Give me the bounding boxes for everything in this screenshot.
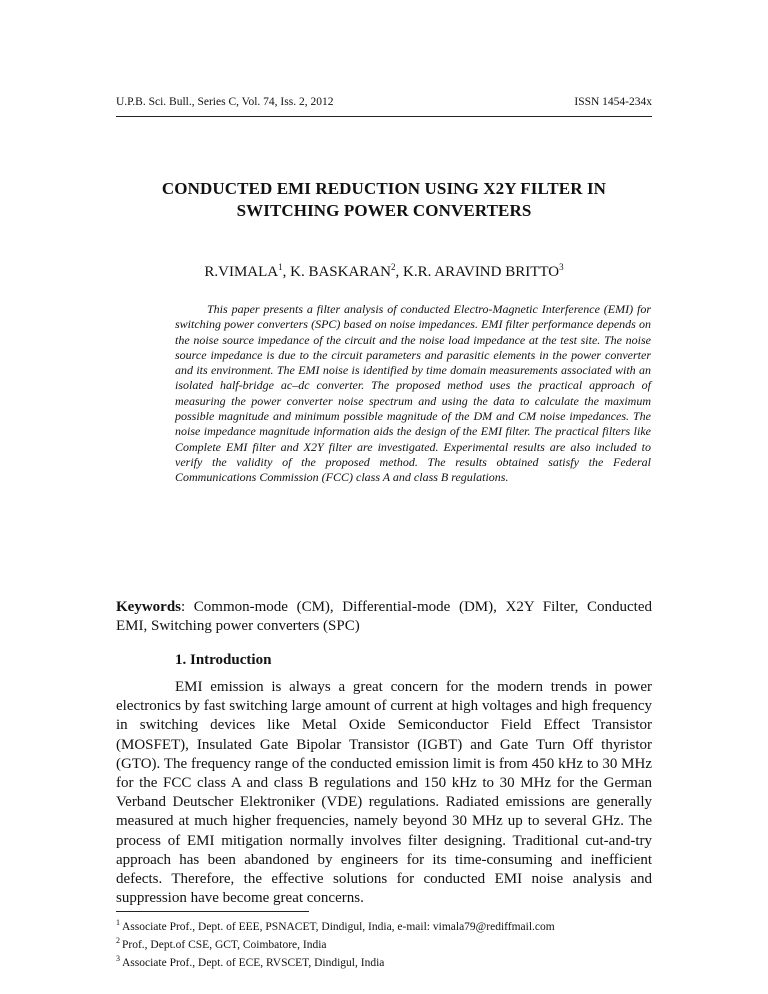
paper-title: CONDUCTED EMI REDUCTION USING X2Y FILTER IN SWITCHING POWER CONVERTERS [161,179,607,220]
footnotes [116,916,676,969]
journal-citation: U.P.B. Sci. Bull., Series C, Vol. 74, Iss. 2, 2012 [116,96,334,108]
author-name: K. BASKARAN [290,264,391,280]
author-name: K.R. ARAVIND BRITTO [402,264,560,280]
running-header [116,96,652,117]
issn: ISSN 1454-234x [574,96,652,108]
author-affiliation-mark: 2 [390,262,396,272]
author-affiliation-mark: 1 [278,262,283,272]
keywords [116,598,652,636]
keywords-text: : Common-mode (CM), Differential-mode (DM), X2Y Filter, Conducted EMI, Switching power converters (SPC) [116,599,652,634]
author-list: R.VIMALA$^1$, K. BASKARAN$^2$, K.R. ARAVIND BRITTO$^3$ [204,262,564,280]
abstract: This paper presents a filter analysis of conducted Electro-Magnetic Interference (EMI) for switching power converters (SPC) based on noise impedances. EMI filter performance depends on the noise source impedance of the circuit and the noise load impedance at the test site. The noise source impedance is due to the circuit parameters and parasitic elements in the power converter and its environment. The EMI noise is identified by time domain measurements associated with an isolated half-bridge ac–dc converter. The proposed method uses the practical approach of measuring the power converter noise spectrum and using the data to calculate the maximum possible magnitude and minimum possible magnitude of the DM and CM noise impedances. The noise impedance magnitude information aids the design of the EMI filter. The practical filters like Complete EMI filter and X2Y filter are investigated. Experimental results are also included to verify the validity of the proposed method. The results obtained satisfy the Federal Communications Commission (FCC) class A and class B regulations. [175,302,651,485]
section-heading: 1. Introduction [175,652,272,668]
keywords-label: Keywords [116,599,181,615]
footnote: $^1$ Associate Prof., Dept. of EEE, PSNACET, Dindigul, India, e-mail: vimala79@rediffmail.com [116,918,555,933]
author-name: R.VIMALA [204,264,279,280]
author-affiliation-mark: 3 [559,262,564,272]
footnote-divider [116,911,309,912]
footnote: $^2$ Prof., Dept.of CSE, GCT, Coimbatore, India [116,935,327,951]
footnote: $^3$ Associate Prof., Dept. of ECE, RVSCET, Dindigul, India [116,953,385,969]
introduction-paragraph: EMI emission is always a great concern for the modern trends in power electronics by fast switching large amount of current at high voltages and high frequency in switching devices like Metal Oxide Semiconductor Field Effect Transistor (MOSFET), Insulated Gate Bipolar Transistor (IGBT) and Gate Turn Off thyristor (GTO). The frequency range of the conducted emission limit is from 450 kHz to 30 MHz for the FCC class A and class B regulations and 150 kHz to 30 MHz for the German Verband Deutscher Elektroniker (VDE) regulations. Radiated emissions are generally measured at much higher frequencies, namely beyond 30 MHz up to several GHz. The process of EMI mitigation normally involves filter designing. Traditional cut-and-try approach has been abandoned by engineers for its time-consuming and inefficient defects. Therefore, the effective solutions for conducted EMI noise analysis and suppression have become great concerns. [116,679,652,907]
